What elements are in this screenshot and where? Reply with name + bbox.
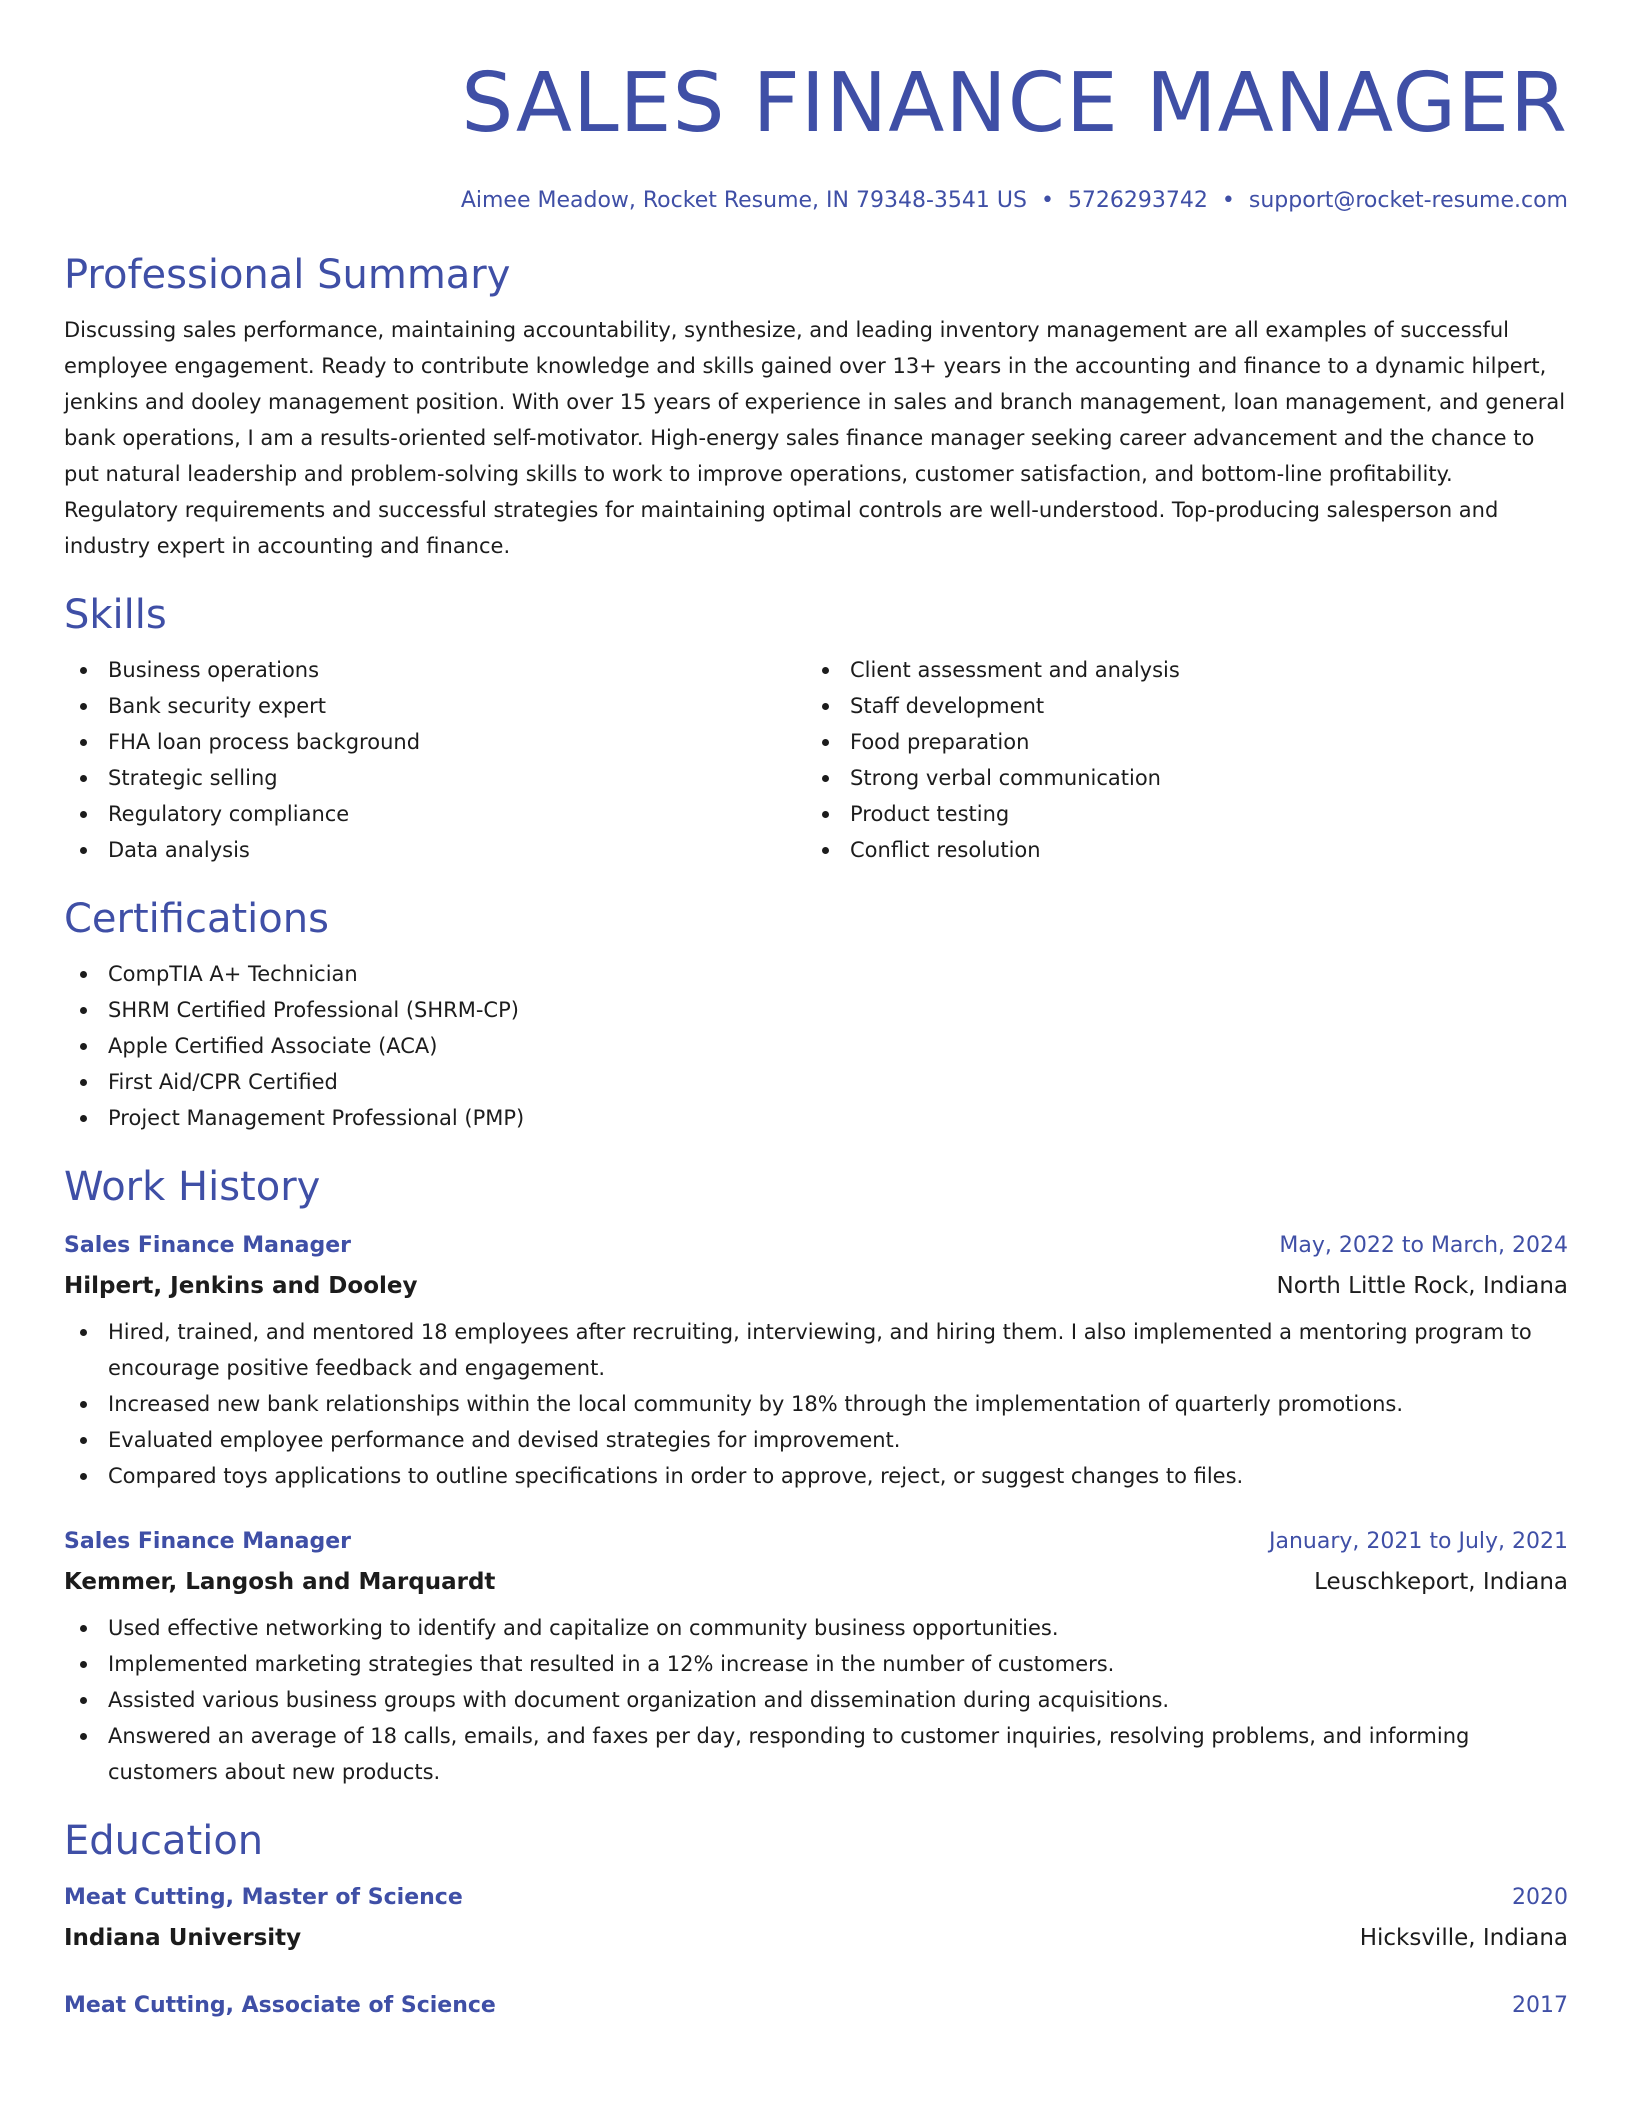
- resume-header: [64, 0, 1568, 216]
- skills-list: [806, 652, 1548, 868]
- education-entry: [64, 1986, 1568, 2026]
- skills-section: [64, 590, 1568, 868]
- education-degree-row: [64, 1986, 1568, 2026]
- job-employer-row: [64, 1266, 1568, 1306]
- education-degree-row: [64, 1878, 1568, 1918]
- skill-item: Food preparation: [806, 724, 1548, 760]
- job-bullets: [64, 1314, 1568, 1494]
- page-title: SALES FINANCE MANAGER: [461, 56, 1568, 151]
- job-employer: Kemmer, Langosh and Marquardt: [64, 1569, 496, 1595]
- contact-line: [64, 186, 1568, 216]
- education-school-row: [64, 1918, 1568, 1958]
- skill-item: Conflict resolution: [806, 832, 1548, 868]
- job-employer-row: [64, 1562, 1568, 1602]
- skills-column-right: [806, 652, 1548, 868]
- skill-item: Product testing: [806, 796, 1548, 832]
- contact-separator: •: [1221, 188, 1235, 213]
- contact-separator: •: [1040, 188, 1054, 213]
- job-bullet: Answered an average of 18 calls, emails, and faxes per day, responding to customer inquiries, resolving problems, and informing customers about new products.: [64, 1718, 1568, 1790]
- certification-item: Project Management Professional (PMP): [64, 1100, 1568, 1136]
- skill-item: Data analysis: [64, 832, 806, 868]
- skill-item: Strong verbal communication: [806, 760, 1548, 796]
- job-location: North Little Rock, Indiana: [1276, 1273, 1568, 1299]
- job-bullet: Hired, trained, and mentored 18 employees after recruiting, interviewing, and hiring them. I also implemented a mentoring program to encourage positive feedback and engagement.: [64, 1314, 1568, 1386]
- certification-item: Apple Certified Associate (ACA): [64, 1028, 1568, 1064]
- skill-item: Client assessment and analysis: [806, 652, 1548, 688]
- summary-text: Discussing sales performance, maintaining accountability, synthesize, and leading inventory management are all examples of successful employee engagement. Ready to contribute knowledge and skills gained over 13+ years in the accounting and finance to a dynamic hilpert, jenkins and dooley management position. With over 15 years of experience in sales and branch management, loan management, and general bank operations, I am a results-oriented self-motivator. High-energy sales finance manager seeking career advancement and the chance to put natural leadership and problem-solving skills to work to improve operations, customer satisfaction, and bottom-line profitability. Regulatory requirements and successful strategies for maintaining optimal controls are well-understood. Top-producing salesperson and industry expert in accounting and finance.: [64, 318, 1566, 558]
- contact-phone[interactable]: 5726293742: [1067, 188, 1208, 213]
- education-degree: Meat Cutting, Master of Science: [64, 1885, 463, 1910]
- job-dates: January, 2021 to July, 2021: [1269, 1529, 1568, 1554]
- contact-email[interactable]: support@rocket-resume.com: [1248, 188, 1568, 213]
- certifications-section: [64, 894, 1568, 1136]
- certification-item: First Aid/CPR Certified: [64, 1064, 1568, 1100]
- skill-item: Regulatory compliance: [64, 796, 806, 832]
- job-title: Sales Finance Manager: [64, 1529, 352, 1554]
- education-year: 2020: [1512, 1885, 1568, 1910]
- job-bullets: [64, 1610, 1568, 1790]
- skill-item: Strategic selling: [64, 760, 806, 796]
- education-school: Indiana University: [64, 1925, 302, 1951]
- certifications-list: [64, 956, 1568, 1136]
- section-heading: Education: [64, 1818, 264, 1864]
- job-location: Leuschkeport, Indiana: [1314, 1569, 1568, 1595]
- job-entry: [64, 1226, 1568, 1494]
- skills-column-left: [64, 652, 806, 868]
- job-bullet: Used effective networking to identify and capitalize on community business opportunities.: [64, 1610, 1568, 1646]
- work-history-section: [64, 1162, 1568, 1790]
- job-title-row: [64, 1226, 1568, 1266]
- job-title-row: [64, 1522, 1568, 1562]
- skills-list: [64, 652, 806, 868]
- job-bullet: Increased new bank relationships within the local community by 18% through the implementation of quarterly promotions.: [64, 1386, 1568, 1422]
- education-location: Hicksville, Indiana: [1359, 1925, 1568, 1951]
- job-bullet: Assisted various business groups with document organization and dissemination during acquisitions.: [64, 1682, 1568, 1718]
- certification-item: CompTIA A+ Technician: [64, 956, 1568, 992]
- education-year: 2017: [1512, 1993, 1568, 2018]
- job-bullet: Compared toys applications to outline specifications in order to approve, reject, or suggest changes to files.: [64, 1458, 1568, 1494]
- job-bullet: Implemented marketing strategies that resulted in a 12% increase in the number of customers.: [64, 1646, 1568, 1682]
- skill-item: Staff development: [806, 688, 1548, 724]
- professional-summary-section: [64, 250, 1568, 564]
- job-employer: Hilpert, Jenkins and Dooley: [64, 1273, 418, 1299]
- skills-grid: [64, 652, 1568, 868]
- job-bullet: Evaluated employee performance and devised strategies for improvement.: [64, 1422, 1568, 1458]
- job-entry: [64, 1522, 1568, 1790]
- skill-item: FHA loan process background: [64, 724, 806, 760]
- skill-item: Bank security expert: [64, 688, 806, 724]
- contact-address: Aimee Meadow, Rocket Resume, IN 79348-3541 US: [460, 188, 1027, 213]
- job-dates: May, 2022 to March, 2024: [1279, 1233, 1568, 1258]
- job-title: Sales Finance Manager: [64, 1233, 352, 1258]
- section-heading: Work History: [64, 1164, 321, 1210]
- education-entry: [64, 1878, 1568, 1958]
- education-section: [64, 1816, 1568, 2026]
- section-heading: Certifications: [64, 896, 329, 942]
- section-heading: Skills: [64, 592, 167, 638]
- education-degree: Meat Cutting, Associate of Science: [64, 1993, 496, 2018]
- section-heading: Professional Summary: [64, 252, 511, 298]
- skill-item: Business operations: [64, 652, 806, 688]
- certification-item: SHRM Certified Professional (SHRM-CP): [64, 992, 1568, 1028]
